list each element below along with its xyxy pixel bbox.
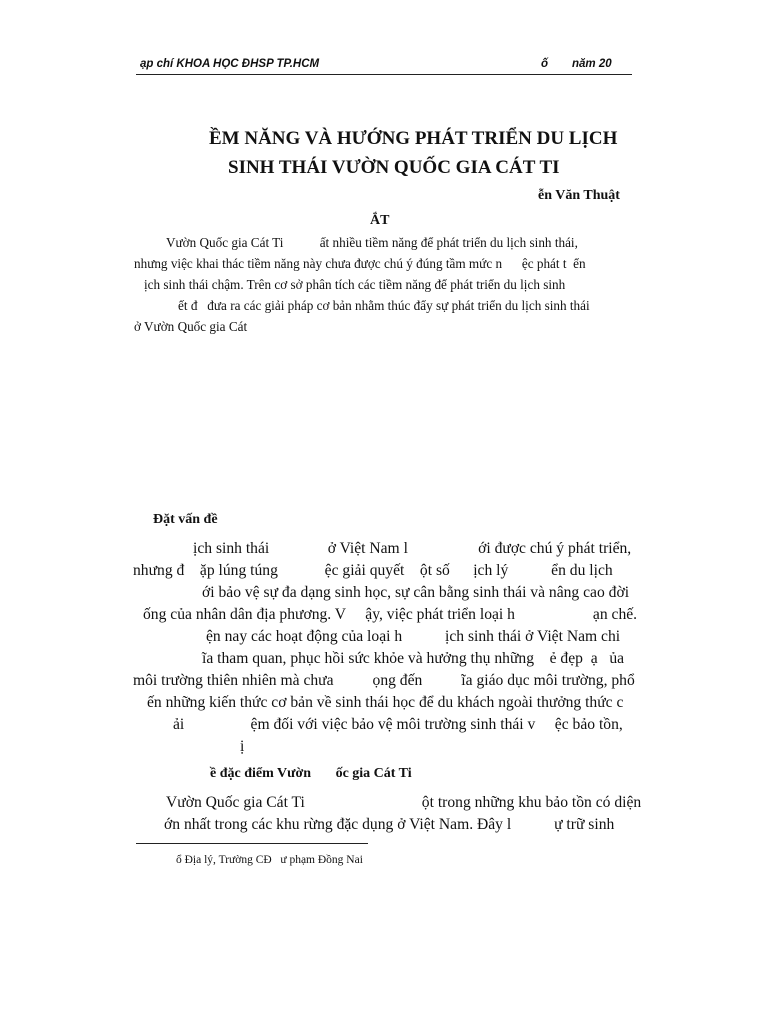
- issue-year: năm 20: [572, 58, 612, 70]
- body-line: ị: [240, 738, 245, 755]
- header-divider: [136, 74, 632, 75]
- title-line-1: ỀM NĂNG VÀ HƯỚNG PHÁT TRIỂN DU LỊCH: [209, 128, 618, 149]
- body-line: môi trường thiên nhiên mà chưa ọng đến ĩa giáo dục môi trường, phổ: [133, 672, 635, 689]
- abstract-heading: ẮT: [370, 213, 390, 228]
- body-line: ến những kiến thức cơ bản về sinh thái học để du khách ngoài thưởng thức c: [147, 694, 624, 711]
- footnote: ổ Địa lý, Trường CĐ ư phạm Đồng Nai: [176, 854, 363, 866]
- body-line: ịch sinh thái ở Việt Nam l ới được chú ý phát triển,: [193, 540, 632, 557]
- body-line: ống của nhân dân địa phương. V ậy, việc phát triển loại h ạn chế.: [143, 606, 638, 623]
- body-line: Vườn Quốc gia Cát Ti ột trong những khu bảo tồn có diện: [166, 794, 642, 811]
- author-name: ễn Văn Thuật: [538, 188, 620, 203]
- body-line: ĩa tham quan, phục hồi sức khỏe và hưởng thụ những ẻ đẹp ạ ủa: [202, 650, 625, 667]
- abstract-line: ết đ đưa ra các giải pháp cơ bản nhằm thúc đẩy sự phát triển du lịch sinh thái: [178, 298, 590, 313]
- abstract-line: nhưng việc khai thác tiềm năng này chưa được chú ý đúng tầm mức n ệc phát t ển: [134, 256, 586, 271]
- issue-number: ố: [541, 58, 549, 70]
- body-line: ện nay các hoạt động của loại h ịch sinh thái ở Việt Nam chi: [206, 628, 621, 645]
- section-heading-2: ề đặc điểm Vườn ốc gia Cát Ti: [210, 766, 412, 781]
- body-line: ới bảo vệ sự đa dạng sinh học, sự cân bằng sinh thái và nâng cao đời: [202, 584, 630, 601]
- abstract-line: Vườn Quốc gia Cát Ti ất nhiều tiềm năng để phát triển du lịch sinh thái,: [166, 235, 578, 250]
- body-line: ớn nhất trong các khu rừng đặc dụng ở Việt Nam. Đây l ự trữ sinh: [164, 816, 615, 833]
- journal-name: ạp chí KHOA HỌC ĐHSP TP.HCM: [140, 58, 320, 70]
- body-line: nhưng đ ặp lúng túng ệc giải quyết ột số ịch lý ển du lịch: [133, 562, 613, 579]
- footnote-divider: [136, 843, 368, 844]
- abstract-line: ịch sinh thái chậm. Trên cơ sở phân tích các tiềm năng để phát triển du lịch sinh: [144, 277, 566, 292]
- section-heading-1: Đặt vấn đề: [153, 512, 218, 527]
- title-line-2: SINH THÁI VƯỜN QUỐC GIA CÁT TI: [228, 157, 560, 178]
- abstract-line: ở Vườn Quốc gia Cát: [134, 319, 248, 334]
- body-line: ải ệm đối với việc bảo vệ môi trường sinh thái v ệc bảo tồn,: [173, 716, 623, 733]
